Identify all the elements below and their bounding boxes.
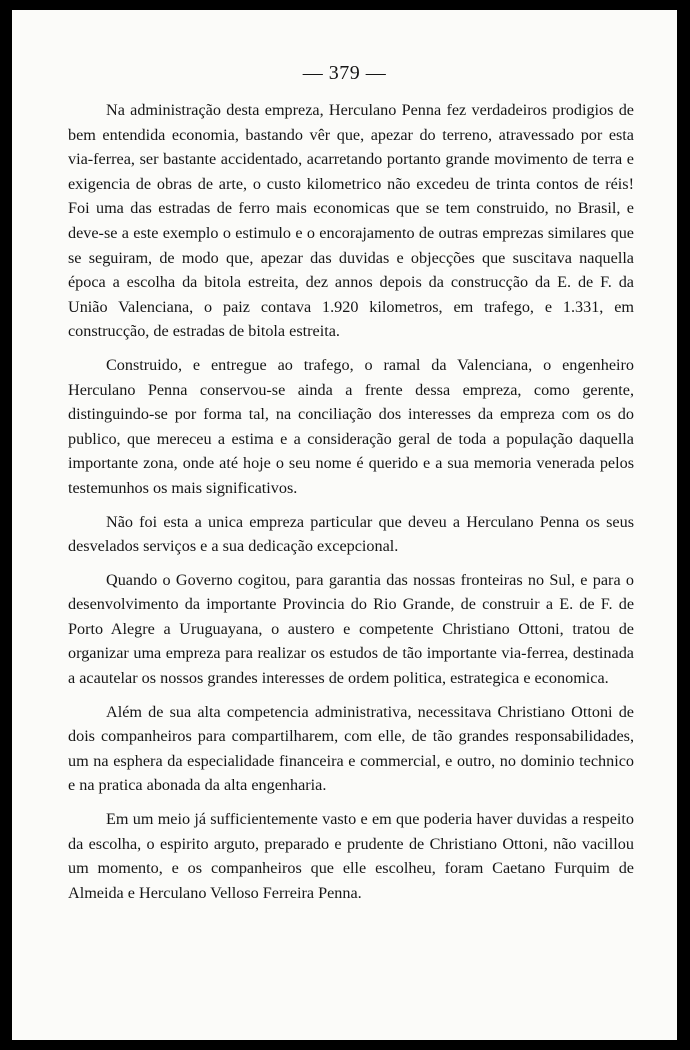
page-number: — 379 —: [302, 62, 387, 84]
body-text: [68, 98, 634, 914]
paragraph: Quando o Governo cogitou, para garantia das nossas fronteiras no Sul, e para o desenvolvimento da importante Provincia do Rio Grande, de construir a E. de F. de Porto Alegre a Uruguayana, o austero e competente Christiano Ottoni, tratou de organizar uma empreza para realizar os estudos de tão importante via-ferrea, destinada a acautelar os nossos grandes interesses de ordem politica, estrategica e economica.: [68, 570, 634, 688]
paragraph: Construido, e entregue ao trafego, o ramal da Valenciana, o engenheiro Herculano Penna conservou-se ainda a frente dessa empreza, como gerente, distinguindo-se por forma tal, na conciliação dos interesses da empreza com os do publico, que mereceu a estima e a consideração geral de toda a população daquella importante zona, onde até hoje o seu nome é querido e a sua memoria venerada pelos testemunhos os mais significativos.: [68, 355, 634, 497]
paragraph: Não foi esta a unica empreza particular que deveu a Herculano Penna os seus desvelados serviços e a sua dedicação excepcional.: [68, 512, 634, 556]
paragraph: Em um meio já sufficientemente vasto e em que poderia haver duvidas a respeito da escolha, o espirito arguto, preparado e prudente de Christiano Ottoni, não vacillou um momento, e os companheiros que elle escolheu, foram Caetano Furquim de Almeida e Herculano Velloso Ferreira Penna.: [68, 810, 634, 902]
book-page: [12, 10, 677, 1040]
paragraph: Na administração desta empreza, Herculano Penna fez verdadeiros prodigios de bem entendida economia, bastando vêr que, apezar do terreno, atravessado por esta via-ferrea, ser bastante accidentado, acarretando portanto grande movimento de terra e exigencia de obras de arte, o custo kilometrico não excedeu de trinta contos de réis! Foi uma das estradas de ferro mais economicas que se tem construido, no Brasil, e deve-se a este exemplo o estimulo e o encorajamento de outras emprezas similares que se seguiram, de modo que, apezar das duvidas e objecções que suscitava naquella época a escolha da bitola estreita, dez annos depois da construcção da E. de F. da União Valenciana, o paiz contava 1.920 kilometros, em trafego, e 1.331, em construcção, de estradas de bitola estreita.: [68, 101, 634, 341]
paragraph: Além de sua alta competencia administrativa, necessitava Christiano Ottoni de dois companheiros para compartilharem, com elle, de tão grandes responsabilidades, um na esphera da especialidade financeira e commercial, e outro, no dominio technico e na pratica abonada da alta engenharia.: [68, 702, 634, 795]
